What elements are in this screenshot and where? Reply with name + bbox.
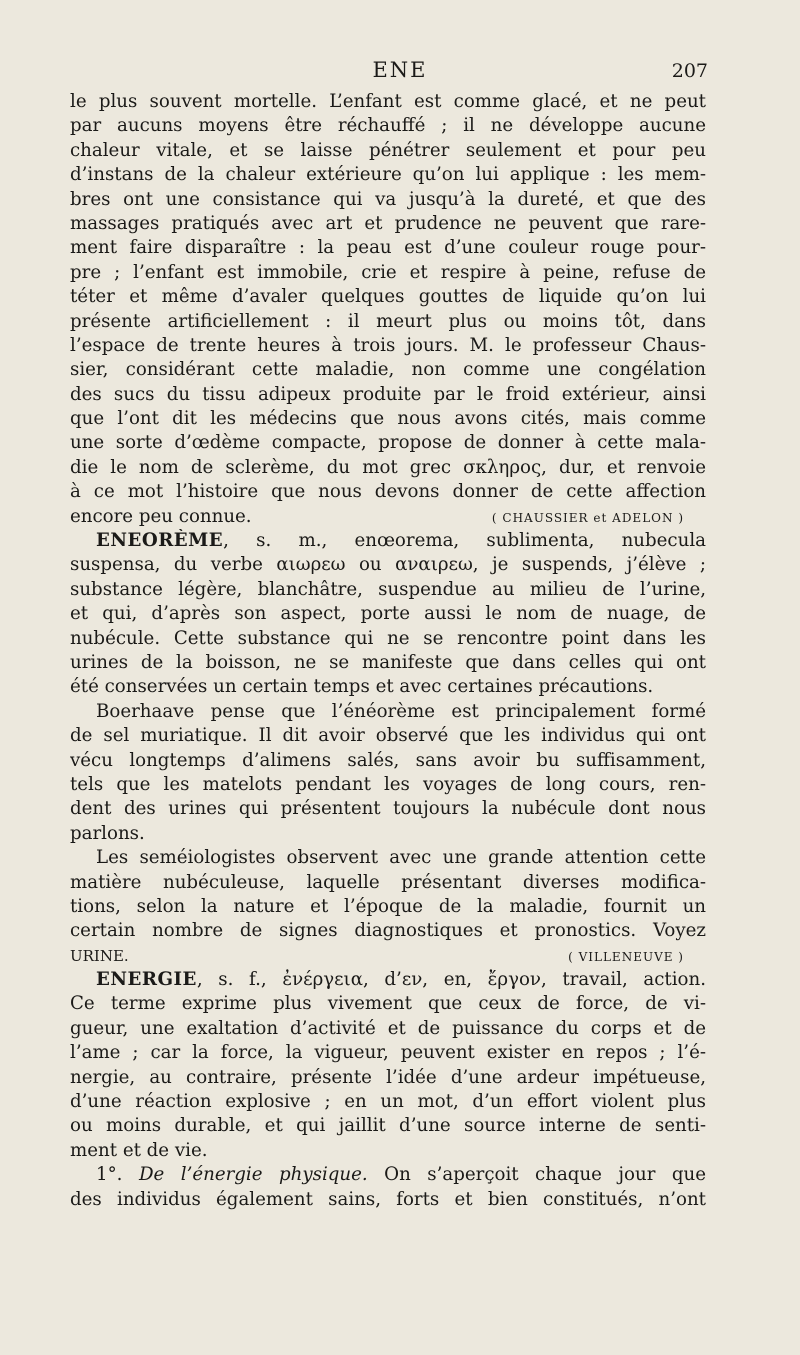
section-text: On s’aperçoit chaque jour que [367, 1164, 706, 1186]
text-line: d’instans de la chaleur extérieure qu’on lui applique : les mem- [70, 164, 706, 186]
text-line: nubécule. Cette substance qui ne se rencontre point dans les [70, 627, 706, 649]
entry-definition: , s. f., ἐνέργεια, d’εν, en, ἔργον, travail, action. [196, 969, 706, 991]
text-line: die le nom de sclerème, du mot grec σκληρος, dur, et renvoie [70, 456, 706, 478]
text-line: pre ; l’enfant est immobile, crie et respire à peine, refuse de [70, 261, 706, 283]
entry-definition: , s. m., enœorema, sublimenta, nubecula [223, 530, 706, 552]
text-line: par aucuns moyens être réchauffé ; il ne développe aucune [70, 115, 706, 137]
entry-energie [70, 968, 706, 992]
paragraph-start: Les seméiologistes observent avec une grande attention cette [96, 847, 706, 869]
text-line: été conservées un certain temps et avec certaines précautions. [70, 676, 654, 698]
text-line: substance légère, blanchâtre, suspendue au milieu de l’urine, [70, 578, 706, 600]
text-line: matière nubéculeuse, laquelle présentant diverses modifica- [70, 871, 706, 893]
text-line: dent des urines qui présentent toujours la nubécule dont nous [70, 798, 706, 820]
author-signature: ( VILLENEUVE ) [568, 949, 684, 964]
text-line: sier, considérant cette maladie, non comme une congélation [70, 359, 706, 381]
text-line: le plus souvent mortelle. L’enfant est comme glacé, et ne peut [70, 91, 706, 112]
text-line: ment faire disparaître : la peau est d’une couleur rouge pour- [70, 237, 706, 259]
section-heading: De l’énergie physique. [138, 1164, 368, 1186]
text-line: ment et de vie. [70, 1139, 208, 1161]
text-line: Ce terme exprime plus vivement que ceux de force, de vi- [70, 993, 706, 1015]
text-line: des sucs du tissu adipeux produite par le froid extérieur, ainsi [70, 383, 706, 405]
section-physique [70, 1163, 706, 1187]
text-line: urines de la boisson, ne se manifeste que dans celles qui ont [70, 651, 706, 673]
text-line: suspensa, du verbe αιωρεω ou αναιρεω, je suspends, j’élève ; [70, 554, 706, 576]
text-line: et qui, d’après son aspect, porte aussi le nom de nuage, de [70, 603, 706, 625]
text-line: à ce mot l’histoire que nous devons donner de cette affection [70, 481, 706, 503]
signature-line [70, 505, 706, 529]
entry-term: ENEORÈME [96, 530, 224, 552]
text-line: tions, selon la nature et l’époque de la maladie, fournit un [70, 895, 706, 917]
text-line: certain nombre de signes diagnostiques et pronostics. Voyez [70, 920, 706, 942]
page-header [0, 58, 800, 88]
text-line: massages pratiqués avec art et prudence ne peuvent que rare- [70, 212, 706, 234]
text-line: présente artificiellement : il meurt plus ou moins tôt, dans [70, 310, 706, 332]
text-line: de sel muriatique. Il dit avoir observé que les individus qui ont [70, 725, 706, 747]
text-line: d’une réaction explosive ; en un mot, d’un effort violent plus [70, 1091, 706, 1113]
entry-term: ENERGIE [96, 969, 197, 991]
signature-line [70, 944, 706, 968]
text-line: des individus également sains, forts et bien constitués, n’ont [70, 1188, 706, 1210]
page-number: 207 [671, 60, 708, 82]
text-fragment: encore peu connue. [70, 505, 252, 527]
text-line: chaleur vitale, et se laisse pénétrer seulement et pour peu [70, 139, 706, 161]
text-line: tels que les matelots pendant les voyages de long cours, ren- [70, 773, 706, 795]
text-line: nergie, au contraire, présente l’idée d’une ardeur impétueuse, [70, 1066, 706, 1088]
entry-eneoreme [70, 529, 706, 553]
body-text [70, 90, 706, 1212]
text-line: bres ont une consistance qui va jusqu’à la dureté, et que des [70, 188, 706, 210]
paragraph-start: Boerhaave pense que l’énéorème est principalement formé [96, 700, 706, 722]
text-line: une sorte d’œdème compacte, propose de donner à cette mala- [70, 432, 706, 454]
text-line: l’ame ; car la force, la vigueur, peuvent exister en repos ; l’é- [70, 1042, 706, 1064]
text-line: gueur, une exaltation d’activité et de puissance du corps et de [70, 1017, 706, 1039]
text-line: ou moins durable, et qui jaillit d’une source interne de senti- [70, 1115, 706, 1137]
running-head: ENE [372, 58, 428, 82]
cross-reference: URINE. [70, 946, 129, 965]
author-signature: ( CHAUSSIER et ADELON ) [491, 510, 684, 525]
text-line: que l’ont dit les médecins que nous avons cités, mais comme [70, 408, 706, 430]
text-line: téter et même d’avaler quelques gouttes de liquide qu’on lui [70, 286, 706, 308]
text-line: parlons. [70, 822, 145, 844]
text-line: l’espace de trente heures à trois jours. M. le professeur Chaus- [70, 334, 706, 356]
section-number: 1°. [96, 1164, 123, 1186]
text-line: vécu longtemps d’alimens salés, sans avoir bu suffisamment, [70, 749, 706, 771]
